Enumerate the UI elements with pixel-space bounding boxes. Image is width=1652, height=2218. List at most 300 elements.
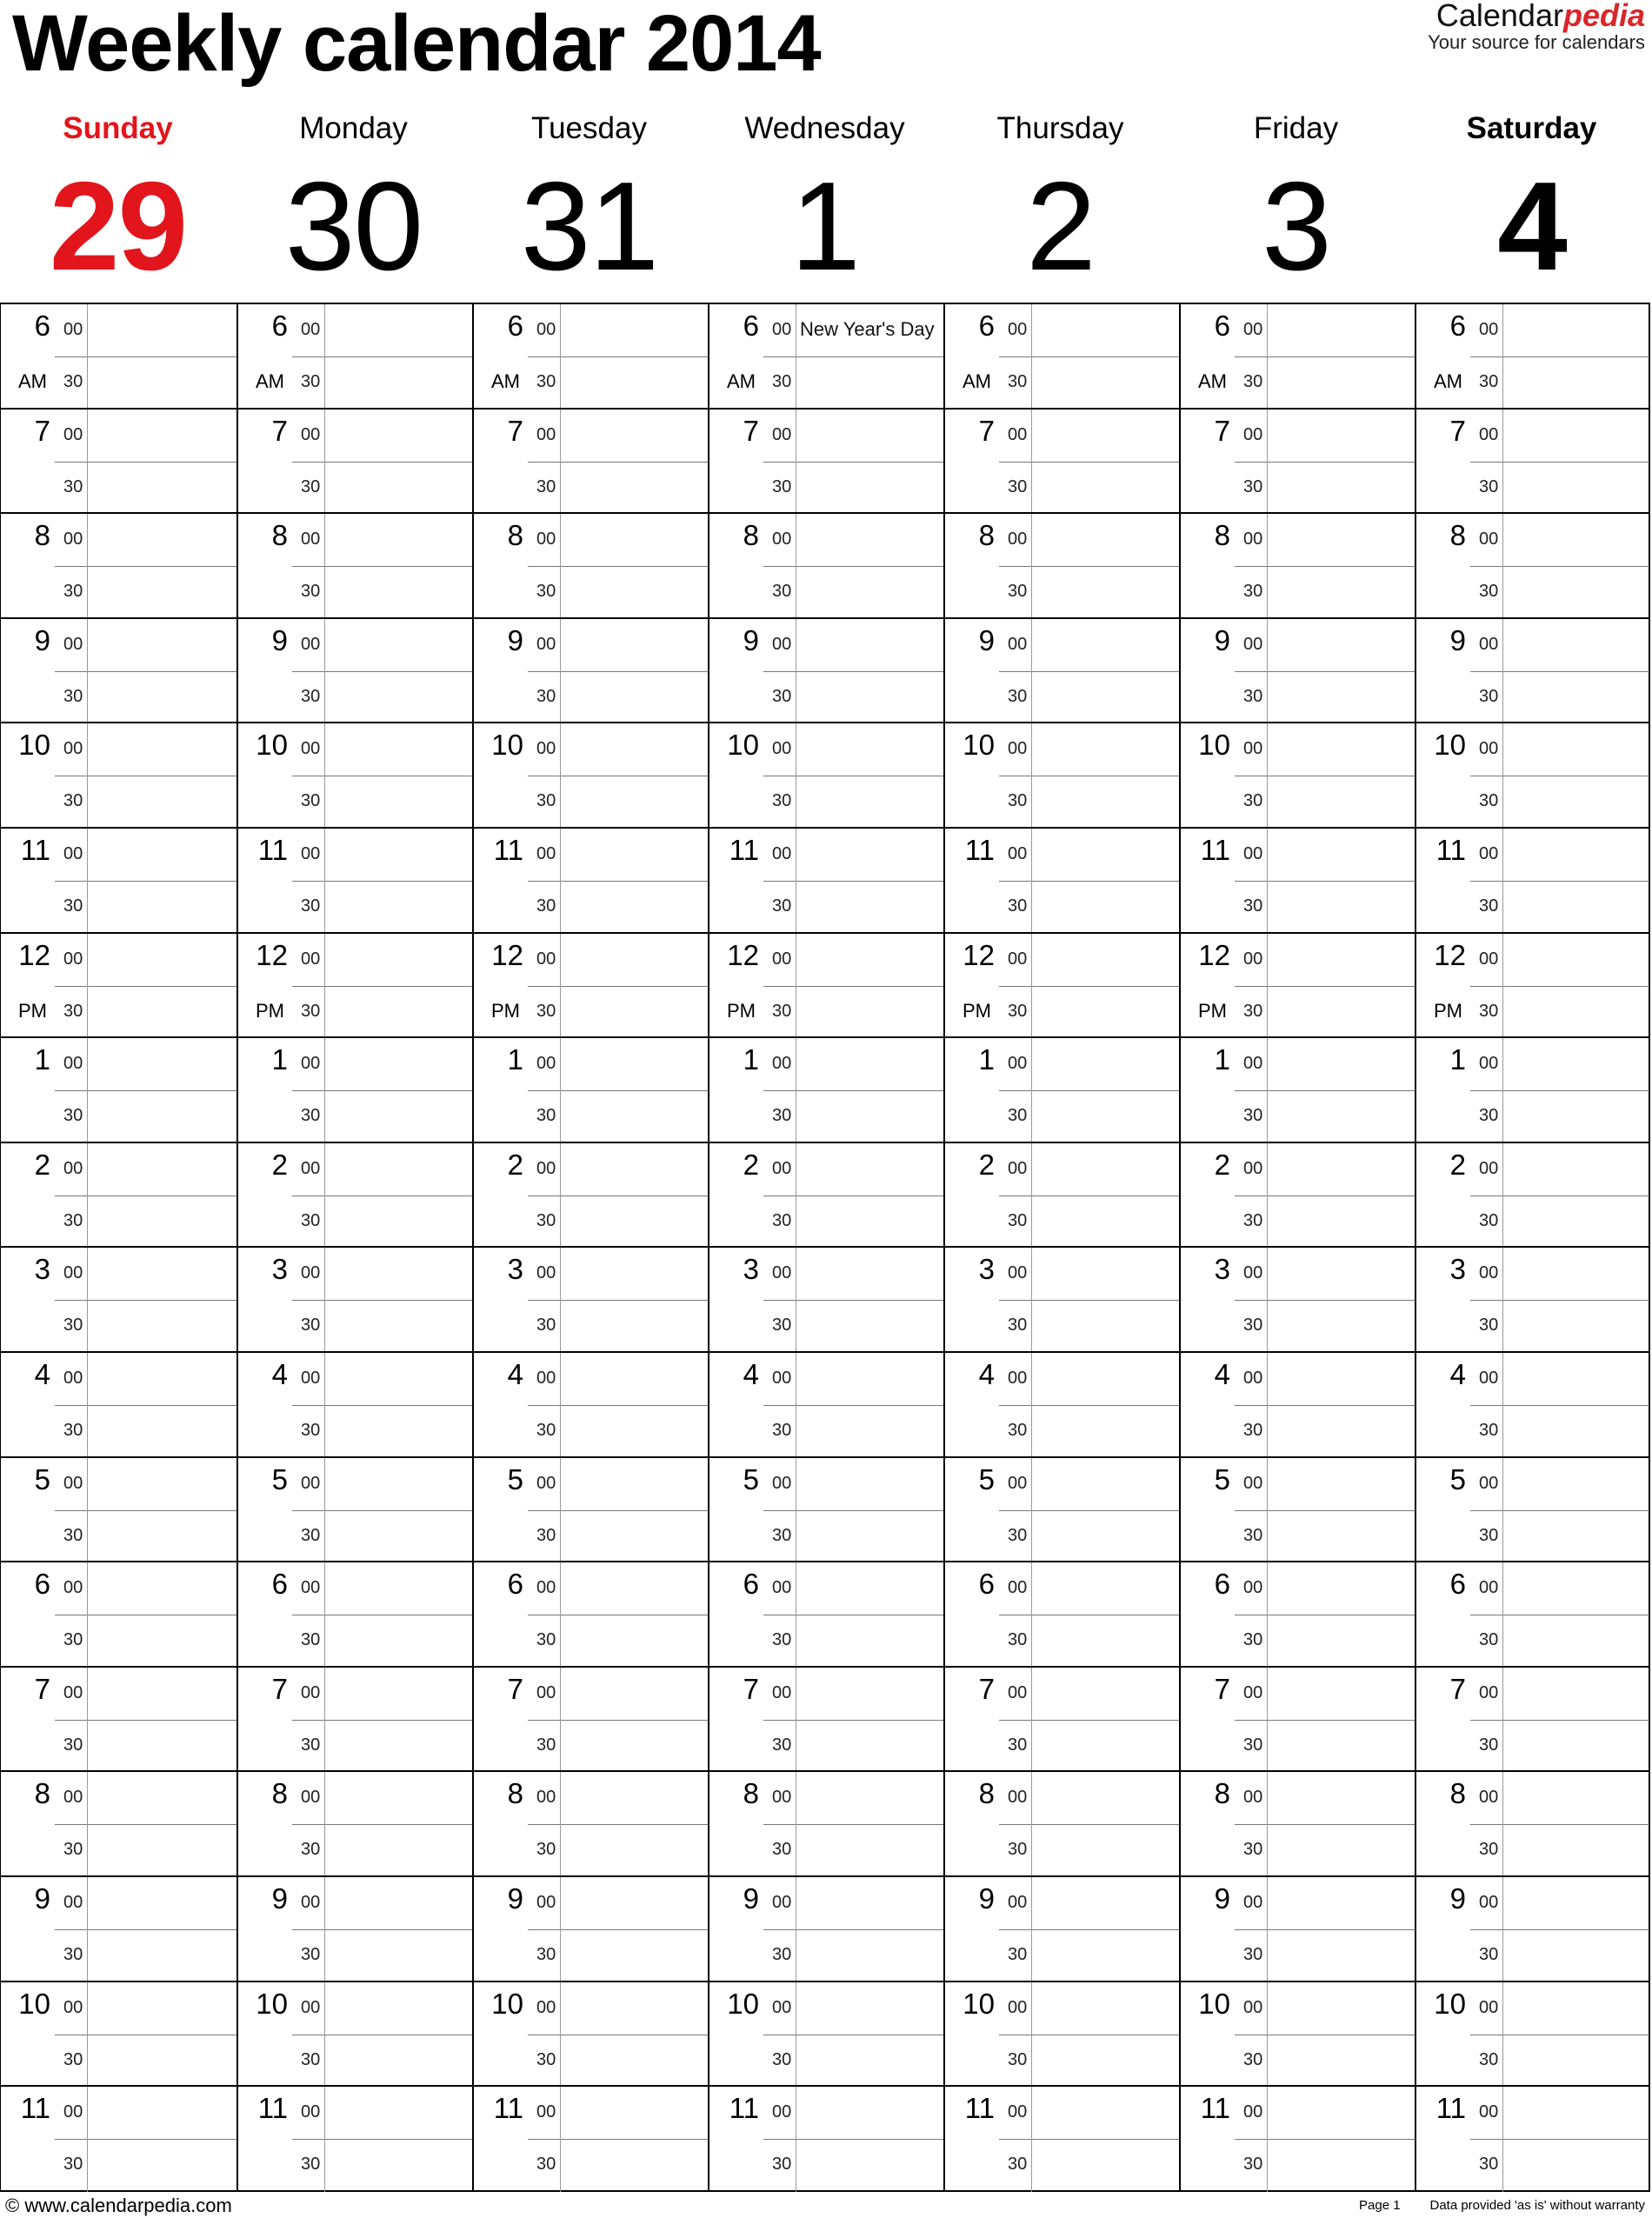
hour-label: 11 bbox=[1200, 834, 1230, 866]
time-slot[interactable] bbox=[709, 619, 943, 724]
half-hour-divider bbox=[292, 1824, 472, 1825]
time-column-divider bbox=[87, 934, 88, 1037]
time-slot[interactable] bbox=[1416, 619, 1649, 724]
minute-label-30: 30 bbox=[536, 686, 556, 706]
hour-label: 2 bbox=[507, 1148, 523, 1181]
half-hour-divider bbox=[528, 1929, 708, 1930]
event-label: New Year's Day bbox=[800, 318, 935, 340]
time-slot[interactable] bbox=[474, 723, 708, 829]
hour-label: 8 bbox=[1214, 519, 1230, 552]
time-slot[interactable] bbox=[474, 1668, 708, 1773]
minute-label-30: 30 bbox=[536, 1210, 556, 1230]
time-slot[interactable] bbox=[474, 1353, 708, 1458]
minute-label-00: 00 bbox=[1243, 1893, 1263, 1912]
time-slot[interactable] bbox=[1416, 829, 1649, 934]
time-slot[interactable] bbox=[474, 1143, 708, 1249]
time-slot[interactable] bbox=[1416, 304, 1649, 410]
time-slot[interactable] bbox=[1181, 1248, 1415, 1353]
hour-label: 9 bbox=[1214, 623, 1230, 656]
time-column-divider bbox=[1031, 1458, 1032, 1562]
half-hour-divider bbox=[55, 1405, 236, 1406]
hour-label: 12 bbox=[1434, 938, 1466, 971]
time-column-divider bbox=[324, 1668, 325, 1771]
time-slot[interactable] bbox=[1416, 1038, 1649, 1143]
time-slot[interactable] bbox=[945, 934, 1179, 1039]
minute-label-30: 30 bbox=[1243, 582, 1263, 602]
time-slot[interactable] bbox=[1181, 514, 1415, 619]
day-name: Thursday bbox=[996, 111, 1124, 145]
day-header-friday bbox=[1178, 113, 1414, 303]
time-slot[interactable] bbox=[1181, 1562, 1415, 1668]
time-slot[interactable] bbox=[474, 1772, 708, 1877]
minute-label-30: 30 bbox=[1479, 2155, 1499, 2175]
time-slot[interactable] bbox=[945, 1668, 1179, 1773]
time-column-divider bbox=[1031, 829, 1032, 932]
time-column-divider bbox=[324, 619, 325, 723]
time-slot[interactable] bbox=[238, 934, 472, 1039]
time-slot[interactable] bbox=[945, 619, 1179, 724]
time-slot[interactable] bbox=[474, 1562, 708, 1668]
half-hour-divider bbox=[1235, 1300, 1415, 1301]
hour-label: 11 bbox=[729, 2092, 759, 2125]
minute-label-30: 30 bbox=[772, 2049, 792, 2069]
minute-label-30: 30 bbox=[63, 1421, 83, 1440]
half-hour-divider bbox=[763, 1405, 943, 1406]
minute-label-00: 00 bbox=[1479, 949, 1499, 969]
minute-label-00: 00 bbox=[772, 1578, 792, 1598]
time-slot[interactable] bbox=[1416, 1772, 1649, 1877]
time-slot[interactable] bbox=[945, 1353, 1179, 1458]
minute-label-30: 30 bbox=[772, 1421, 792, 1440]
time-slot[interactable] bbox=[474, 934, 708, 1039]
minute-label-30: 30 bbox=[1008, 1210, 1028, 1230]
time-slot[interactable] bbox=[238, 1668, 472, 1773]
time-slot[interactable] bbox=[945, 829, 1179, 934]
hour-label: 1 bbox=[34, 1043, 50, 1076]
time-column-divider bbox=[324, 410, 325, 513]
minute-label-00: 00 bbox=[1479, 1473, 1499, 1493]
time-slot[interactable] bbox=[945, 1772, 1179, 1877]
time-slot[interactable] bbox=[1181, 1458, 1415, 1563]
time-column-divider bbox=[1502, 1982, 1503, 2086]
hour-label: 7 bbox=[271, 1672, 288, 1705]
minute-label-00: 00 bbox=[1008, 844, 1028, 863]
time-slot[interactable] bbox=[238, 1458, 472, 1563]
minute-label-00: 00 bbox=[1243, 844, 1263, 863]
minute-label-30: 30 bbox=[1008, 1630, 1028, 1650]
time-column-divider bbox=[1502, 934, 1503, 1037]
time-column-divider bbox=[1267, 1982, 1268, 2086]
hour-label: 11 bbox=[1436, 834, 1466, 866]
time-slot[interactable] bbox=[1416, 1458, 1649, 1563]
minute-label-00: 00 bbox=[772, 1158, 792, 1178]
time-column-divider bbox=[324, 829, 325, 932]
time-slot[interactable] bbox=[945, 1038, 1179, 1143]
time-slot[interactable] bbox=[474, 1248, 708, 1353]
time-slot[interactable] bbox=[709, 514, 943, 619]
time-slot[interactable] bbox=[238, 619, 472, 724]
page-title: Weekly calendar 2014 bbox=[12, 0, 821, 88]
time-slot[interactable] bbox=[1, 619, 236, 724]
time-column-divider bbox=[87, 1982, 88, 2086]
time-slot[interactable] bbox=[945, 1877, 1179, 1982]
hour-label: 10 bbox=[963, 729, 995, 762]
minute-label-30: 30 bbox=[772, 372, 792, 391]
time-slot[interactable] bbox=[1181, 1982, 1415, 2088]
time-slot[interactable] bbox=[474, 829, 708, 934]
time-slot[interactable] bbox=[709, 829, 943, 934]
time-slot[interactable] bbox=[1, 1668, 236, 1773]
minute-label-30: 30 bbox=[301, 476, 321, 496]
time-slot[interactable] bbox=[474, 619, 708, 724]
half-hour-divider bbox=[999, 2139, 1179, 2140]
minute-label-30: 30 bbox=[536, 1630, 556, 1650]
minute-label-30: 30 bbox=[63, 896, 83, 916]
time-slot[interactable] bbox=[945, 1143, 1179, 1249]
half-hour-divider bbox=[763, 1824, 943, 1825]
minute-label-00: 00 bbox=[1243, 634, 1263, 654]
time-column-divider bbox=[1031, 934, 1032, 1037]
time-slot[interactable] bbox=[474, 1982, 708, 2088]
minute-label-00: 00 bbox=[536, 2102, 556, 2122]
minute-label-00: 00 bbox=[1008, 1369, 1028, 1388]
time-slot[interactable] bbox=[474, 1877, 708, 1982]
hour-label: 7 bbox=[1214, 1672, 1230, 1705]
half-hour-divider bbox=[1235, 986, 1415, 987]
half-hour-divider bbox=[1235, 2139, 1415, 2140]
half-hour-divider bbox=[999, 986, 1179, 987]
time-slot[interactable] bbox=[1, 1877, 236, 1982]
time-column-divider bbox=[1267, 2087, 1268, 2192]
time-slot[interactable] bbox=[1, 1248, 236, 1353]
time-slot[interactable] bbox=[709, 1248, 943, 1353]
time-slot[interactable] bbox=[1416, 723, 1649, 829]
half-hour-divider bbox=[1235, 1510, 1415, 1511]
minute-label-30: 30 bbox=[1243, 1001, 1263, 1021]
time-slot[interactable] bbox=[1, 304, 236, 410]
time-column-divider bbox=[1502, 1143, 1503, 1247]
hour-label: 10 bbox=[727, 1987, 759, 2020]
minute-label-30: 30 bbox=[1008, 1315, 1028, 1335]
half-hour-divider bbox=[1470, 1824, 1649, 1825]
minute-label-00: 00 bbox=[1479, 1997, 1499, 2017]
minute-label-30: 30 bbox=[772, 476, 792, 496]
time-slot[interactable] bbox=[474, 1458, 708, 1563]
time-slot[interactable] bbox=[1181, 410, 1415, 515]
am-pm-label: AM bbox=[1434, 370, 1462, 392]
time-slot[interactable] bbox=[709, 723, 943, 829]
time-slot[interactable] bbox=[1181, 1038, 1415, 1143]
half-hour-divider bbox=[999, 462, 1179, 463]
am-pm-label: PM bbox=[256, 999, 284, 1022]
time-column-divider bbox=[1502, 1038, 1503, 1142]
time-slot[interactable] bbox=[238, 1772, 472, 1877]
time-slot[interactable] bbox=[1416, 2087, 1649, 2192]
day-column-wednesday bbox=[708, 304, 943, 2190]
time-slot[interactable] bbox=[1181, 934, 1415, 1039]
minute-label-00: 00 bbox=[1479, 424, 1499, 444]
time-slot[interactable] bbox=[1, 1772, 236, 1877]
day-column-sunday bbox=[1, 304, 236, 2190]
time-slot[interactable] bbox=[945, 1562, 1179, 1668]
time-slot[interactable] bbox=[1416, 1982, 1649, 2088]
time-column-divider bbox=[560, 410, 561, 513]
time-column-divider bbox=[1267, 1562, 1268, 1666]
hour-label: 7 bbox=[34, 1672, 50, 1705]
time-slot[interactable] bbox=[238, 723, 472, 829]
minute-label-00: 00 bbox=[772, 1473, 792, 1493]
minute-label-00: 00 bbox=[1008, 949, 1028, 969]
half-hour-divider bbox=[1470, 1510, 1649, 1511]
time-slot[interactable] bbox=[709, 1038, 943, 1143]
minute-label-00: 00 bbox=[536, 1054, 556, 1074]
time-column-divider bbox=[87, 1562, 88, 1666]
time-slot[interactable] bbox=[709, 2087, 943, 2192]
time-slot[interactable] bbox=[1416, 514, 1649, 619]
time-slot[interactable] bbox=[945, 1248, 1179, 1353]
minute-label-30: 30 bbox=[1243, 791, 1263, 811]
minute-label-30: 30 bbox=[772, 1106, 792, 1126]
time-slot[interactable] bbox=[945, 2087, 1179, 2192]
time-column-divider bbox=[1267, 410, 1268, 513]
time-slot[interactable] bbox=[1181, 1668, 1415, 1773]
time-column-divider bbox=[1267, 1772, 1268, 1875]
time-column-divider bbox=[560, 1038, 561, 1142]
time-column-divider bbox=[324, 723, 325, 827]
time-slot[interactable] bbox=[1416, 1353, 1649, 1458]
time-slot[interactable] bbox=[709, 934, 943, 1039]
time-slot[interactable] bbox=[709, 1772, 943, 1877]
minute-label-00: 00 bbox=[1008, 1893, 1028, 1912]
half-hour-divider bbox=[999, 1510, 1179, 1511]
hour-label: 3 bbox=[978, 1253, 995, 1286]
time-slot[interactable] bbox=[1, 1353, 236, 1458]
time-slot[interactable] bbox=[238, 1353, 472, 1458]
time-slot[interactable] bbox=[945, 1458, 1179, 1563]
time-slot[interactable] bbox=[1181, 1772, 1415, 1877]
time-slot[interactable] bbox=[1416, 934, 1649, 1039]
minute-label-30: 30 bbox=[1008, 582, 1028, 602]
time-slot[interactable] bbox=[1, 410, 236, 515]
minute-label-00: 00 bbox=[301, 634, 321, 654]
time-slot[interactable] bbox=[1416, 1143, 1649, 1249]
time-slot[interactable] bbox=[1181, 619, 1415, 724]
day-name: Saturday bbox=[1466, 111, 1597, 145]
hour-label: 3 bbox=[1449, 1253, 1466, 1286]
time-slot[interactable] bbox=[238, 1248, 472, 1353]
day-number: 4 bbox=[1497, 156, 1566, 296]
minute-label-00: 00 bbox=[536, 1263, 556, 1283]
time-slot[interactable] bbox=[1, 1458, 236, 1563]
minute-label-00: 00 bbox=[1243, 1054, 1263, 1074]
time-slot[interactable] bbox=[238, 1877, 472, 1982]
time-slot[interactable] bbox=[474, 410, 708, 515]
half-hour-divider bbox=[763, 1720, 943, 1721]
half-hour-divider bbox=[292, 2139, 472, 2140]
minute-label-00: 00 bbox=[1243, 949, 1263, 969]
time-column-divider bbox=[1502, 304, 1503, 408]
minute-label-30: 30 bbox=[772, 791, 792, 811]
time-column-divider bbox=[1031, 1877, 1032, 1981]
time-slot[interactable] bbox=[709, 410, 943, 515]
time-column-divider bbox=[324, 304, 325, 408]
minute-label-00: 00 bbox=[772, 949, 792, 969]
time-slot[interactable] bbox=[238, 1982, 472, 2088]
time-column-divider bbox=[560, 1562, 561, 1666]
half-hour-divider bbox=[1235, 1720, 1415, 1721]
minute-label-30: 30 bbox=[1479, 372, 1499, 391]
half-hour-divider bbox=[292, 462, 472, 463]
time-column-divider bbox=[560, 1353, 561, 1456]
minute-label-00: 00 bbox=[63, 1788, 83, 1808]
time-slot[interactable] bbox=[474, 2087, 708, 2192]
minute-label-00: 00 bbox=[301, 1578, 321, 1598]
minute-label-00: 00 bbox=[1479, 739, 1499, 759]
minute-label-30: 30 bbox=[1243, 1106, 1263, 1126]
minute-label-30: 30 bbox=[63, 582, 83, 602]
minute-label-00: 00 bbox=[301, 1158, 321, 1178]
time-slot[interactable] bbox=[238, 2087, 472, 2192]
time-column-divider bbox=[87, 1353, 88, 1456]
half-hour-divider bbox=[1470, 986, 1649, 987]
time-slot[interactable] bbox=[1, 934, 236, 1039]
time-slot[interactable] bbox=[1, 514, 236, 619]
time-slot[interactable] bbox=[945, 723, 1179, 829]
hour-label: 8 bbox=[978, 519, 995, 552]
time-slot[interactable] bbox=[709, 1143, 943, 1249]
hour-label: 11 bbox=[257, 2092, 288, 2125]
time-slot[interactable] bbox=[709, 1562, 943, 1668]
time-slot[interactable] bbox=[238, 410, 472, 515]
time-slot[interactable] bbox=[238, 829, 472, 934]
time-slot[interactable] bbox=[1181, 1143, 1415, 1249]
hour-label: 6 bbox=[271, 310, 288, 342]
time-slot[interactable] bbox=[474, 304, 708, 410]
half-hour-divider bbox=[1470, 1405, 1649, 1406]
time-slot[interactable] bbox=[1181, 1353, 1415, 1458]
time-slot[interactable] bbox=[1181, 829, 1415, 934]
minute-label-00: 00 bbox=[301, 424, 321, 444]
minute-label-00: 00 bbox=[772, 844, 792, 863]
hour-label: 11 bbox=[1436, 2092, 1466, 2125]
hour-label: 5 bbox=[507, 1462, 523, 1495]
time-slot[interactable] bbox=[1416, 1248, 1649, 1353]
minute-label-00: 00 bbox=[1008, 320, 1028, 339]
minute-label-00: 00 bbox=[772, 1054, 792, 1074]
time-slot[interactable] bbox=[1181, 304, 1415, 410]
minute-label-30: 30 bbox=[1008, 1106, 1028, 1126]
minute-label-30: 30 bbox=[301, 1106, 321, 1126]
time-slot[interactable] bbox=[1181, 1877, 1415, 1982]
time-slot[interactable] bbox=[1, 829, 236, 934]
time-slot[interactable] bbox=[238, 1562, 472, 1668]
time-slot[interactable] bbox=[945, 1982, 1179, 2088]
minute-label-30: 30 bbox=[1008, 476, 1028, 496]
time-slot[interactable] bbox=[1, 2087, 236, 2192]
time-slot[interactable] bbox=[709, 1458, 943, 1563]
hour-label: 2 bbox=[34, 1148, 50, 1181]
minute-label-00: 00 bbox=[1479, 530, 1499, 550]
minute-label-30: 30 bbox=[63, 1210, 83, 1230]
minute-label-30: 30 bbox=[63, 1106, 83, 1126]
time-column-divider bbox=[1031, 1982, 1032, 2086]
minute-label-30: 30 bbox=[1479, 1945, 1499, 1964]
time-slot[interactable] bbox=[1, 1143, 236, 1249]
hour-label: 10 bbox=[18, 1987, 50, 2020]
minute-label-00: 00 bbox=[63, 1263, 83, 1283]
time-slot[interactable] bbox=[474, 514, 708, 619]
time-slot[interactable] bbox=[945, 304, 1179, 410]
time-slot[interactable] bbox=[238, 304, 472, 410]
time-column-divider bbox=[1031, 2087, 1032, 2192]
hour-label: 8 bbox=[271, 519, 288, 552]
time-slot[interactable] bbox=[1416, 1877, 1649, 1982]
time-slot[interactable] bbox=[1416, 1562, 1649, 1668]
time-column-divider bbox=[324, 1772, 325, 1875]
hour-label: 6 bbox=[743, 1568, 759, 1601]
half-hour-divider bbox=[292, 566, 472, 567]
time-slot[interactable] bbox=[945, 410, 1179, 515]
time-column-divider bbox=[87, 1038, 88, 1142]
minute-label-30: 30 bbox=[536, 1840, 556, 1860]
time-slot[interactable] bbox=[709, 1353, 943, 1458]
am-pm-label: PM bbox=[18, 999, 47, 1022]
time-slot[interactable] bbox=[1181, 2087, 1415, 2192]
minute-label-30: 30 bbox=[1479, 476, 1499, 496]
hour-label: 8 bbox=[34, 519, 50, 552]
time-slot[interactable] bbox=[709, 1668, 943, 1773]
time-slot[interactable] bbox=[238, 514, 472, 619]
hour-label: 7 bbox=[34, 414, 50, 447]
minute-label-30: 30 bbox=[301, 686, 321, 706]
brand-name-part2: pedia bbox=[1562, 0, 1645, 33]
time-slot[interactable] bbox=[1, 1038, 236, 1143]
time-column-divider bbox=[87, 1248, 88, 1351]
minute-label-00: 00 bbox=[536, 1369, 556, 1388]
hour-label: 8 bbox=[507, 1777, 523, 1810]
hour-label: 4 bbox=[34, 1358, 50, 1390]
minute-label-00: 00 bbox=[1479, 1788, 1499, 1808]
hour-label: 6 bbox=[507, 1568, 523, 1601]
am-pm-label: AM bbox=[18, 370, 47, 392]
time-slot[interactable] bbox=[238, 1038, 472, 1143]
time-slot[interactable] bbox=[945, 514, 1179, 619]
time-slot[interactable] bbox=[1416, 410, 1649, 515]
time-column-divider bbox=[324, 514, 325, 617]
hour-label: 3 bbox=[507, 1253, 523, 1286]
time-slot[interactable] bbox=[238, 1143, 472, 1249]
hour-label: 6 bbox=[34, 310, 50, 342]
minute-label-30: 30 bbox=[1008, 896, 1028, 916]
time-slot[interactable] bbox=[709, 1877, 943, 1982]
time-column-divider bbox=[1031, 514, 1032, 617]
am-pm-label: AM bbox=[963, 370, 991, 392]
time-slot[interactable] bbox=[709, 1982, 943, 2088]
time-slot[interactable] bbox=[1181, 723, 1415, 829]
hour-label: 8 bbox=[743, 519, 759, 552]
half-hour-divider bbox=[528, 986, 708, 987]
time-slot[interactable] bbox=[1416, 1668, 1649, 1773]
time-slot[interactable] bbox=[709, 304, 943, 410]
time-slot[interactable] bbox=[1, 723, 236, 829]
half-hour-divider bbox=[55, 1090, 236, 1091]
time-slot[interactable] bbox=[474, 1038, 708, 1143]
time-column-divider bbox=[87, 829, 88, 932]
time-slot[interactable] bbox=[1, 1562, 236, 1668]
time-slot[interactable] bbox=[1, 1982, 236, 2088]
hour-label: 6 bbox=[1214, 310, 1230, 342]
half-hour-divider bbox=[763, 986, 943, 987]
